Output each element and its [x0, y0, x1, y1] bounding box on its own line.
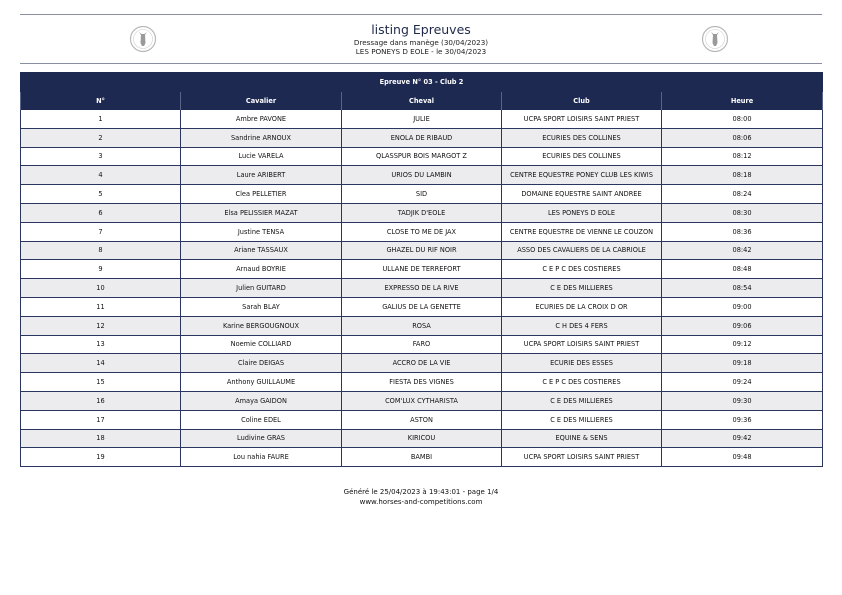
cell-time: 09:12 — [662, 335, 823, 354]
cell-club: CENTRE EQUESTRE PONEY CLUB LES KIWIS — [502, 166, 662, 185]
cell-club: C E DES MILLIERES — [502, 410, 662, 429]
cell-time: 09:24 — [662, 373, 823, 392]
table-row — [21, 241, 823, 260]
cell-club: CENTRE EQUESTRE DE VIENNE LE COUZON — [502, 222, 662, 241]
page-title: listing Epreuves — [371, 22, 471, 37]
cell-rider: Arnaud BOYRIE — [181, 260, 342, 279]
table-row — [21, 166, 823, 185]
document-header — [221, 22, 621, 56]
cell-rider: Justine TENSA — [181, 222, 342, 241]
cell-rider: Amaya GAIDON — [181, 391, 342, 410]
event-subtitle: Dressage dans manège (30/04/2023) — [353, 38, 489, 47]
column-header-time: Heure — [662, 92, 823, 111]
cell-club: ECURIES DE LA CROIX D OR — [502, 297, 662, 316]
cell-rider: Noemie COLLIARD — [181, 335, 342, 354]
cell-rider: Clea PELLETIER — [181, 185, 342, 204]
cell-time: 08:06 — [662, 128, 823, 147]
cell-rider: Karine BERGOUGNOUX — [181, 316, 342, 335]
cell-time: 08:54 — [662, 279, 823, 298]
cell-horse: ULLANE DE TERREFORT — [342, 260, 502, 279]
cell-club: ECURIES DES COLLINES — [502, 147, 662, 166]
cell-time: 08:00 — [662, 110, 823, 128]
top-rule — [20, 14, 822, 15]
table-row — [21, 185, 823, 204]
cell-club: UCPA SPORT LOISIRS SAINT PRIEST — [502, 110, 662, 128]
cell-club: C E DES MILLIERES — [502, 279, 662, 298]
cell-club: ECURIES DES COLLINES — [502, 128, 662, 147]
cell-rider: Julien GUITARD — [181, 279, 342, 298]
page-footer — [221, 487, 621, 507]
table-row — [21, 410, 823, 429]
table-row — [21, 128, 823, 147]
cell-time: 09:36 — [662, 410, 823, 429]
cell-number: 17 — [21, 410, 181, 429]
cell-number: 6 — [21, 203, 181, 222]
cell-time: 08:48 — [662, 260, 823, 279]
cell-horse: TADJIK D'EOLE — [342, 203, 502, 222]
cell-rider: Laure ARIBERT — [181, 166, 342, 185]
cell-number: 19 — [21, 448, 181, 467]
cell-club: UCPA SPORT LOISIRS SAINT PRIEST — [502, 335, 662, 354]
table-row — [21, 297, 823, 316]
cell-horse: FIESTA DES VIGNES — [342, 373, 502, 392]
cell-time: 09:30 — [662, 391, 823, 410]
cell-number: 4 — [21, 166, 181, 185]
cell-horse: COM'LUX CYTHARISTA — [342, 391, 502, 410]
cell-time: 08:36 — [662, 222, 823, 241]
cell-horse: FARO — [342, 335, 502, 354]
cell-rider: Anthony GUILLAUME — [181, 373, 342, 392]
cell-rider: Ambre PAVONE — [181, 110, 342, 128]
table-caption: Epreuve N° 03 - Club 2 — [21, 73, 823, 92]
cell-rider: Sarah BLAY — [181, 297, 342, 316]
cell-time: 09:48 — [662, 448, 823, 467]
cell-club: LES PONEYS D EOLE — [502, 203, 662, 222]
column-header-number: N° — [21, 92, 181, 111]
cell-time: 08:18 — [662, 166, 823, 185]
column-header-rider: Cavalier — [181, 92, 342, 111]
cell-club: DOMAINE EQUESTRE SAINT ANDREE — [502, 185, 662, 204]
column-header-club: Club — [502, 92, 662, 111]
cell-horse: BAMBI — [342, 448, 502, 467]
cell-horse: CLOSE TO ME DE JAX — [342, 222, 502, 241]
cell-number: 1 — [21, 110, 181, 128]
cell-rider: Claire DEIGAS — [181, 354, 342, 373]
cell-number: 14 — [21, 354, 181, 373]
table-row — [21, 354, 823, 373]
cell-time: 08:24 — [662, 185, 823, 204]
cell-rider: Ariane TASSAUX — [181, 241, 342, 260]
cell-club: C H DES 4 FERS — [502, 316, 662, 335]
cell-number: 12 — [21, 316, 181, 335]
cell-rider: Lou nahia FAURE — [181, 448, 342, 467]
start-list-table — [20, 72, 823, 467]
table-row — [21, 203, 823, 222]
cell-number: 15 — [21, 373, 181, 392]
cell-club: EQUINE & SENS — [502, 429, 662, 448]
cell-club: ASSO DES CAVALIERS DE LA CABRIOLE — [502, 241, 662, 260]
cell-club: C E P C DES COSTIERES — [502, 260, 662, 279]
cell-horse: ASTON — [342, 410, 502, 429]
cell-number: 2 — [21, 128, 181, 147]
cell-horse: SID — [342, 185, 502, 204]
cell-number: 18 — [21, 429, 181, 448]
cell-time: 08:30 — [662, 203, 823, 222]
cell-horse: EXPRESSO DE LA RIVE — [342, 279, 502, 298]
horse-head-seal-icon — [129, 25, 157, 53]
cell-horse: GHAZEL DU RIF NOIR — [342, 241, 502, 260]
cell-horse: ROSA — [342, 316, 502, 335]
cell-rider: Sandrine ARNOUX — [181, 128, 342, 147]
cell-horse: URIOS DU LAMBIN — [342, 166, 502, 185]
column-header-horse: Cheval — [342, 92, 502, 111]
cell-number: 11 — [21, 297, 181, 316]
cell-rider: Ludivine GRAS — [181, 429, 342, 448]
cell-time: 08:12 — [662, 147, 823, 166]
cell-number: 8 — [21, 241, 181, 260]
cell-club: ECURIE DES ESSES — [502, 354, 662, 373]
cell-number: 7 — [21, 222, 181, 241]
cell-rider: Lucie VARELA — [181, 147, 342, 166]
table-row — [21, 110, 823, 128]
table-row — [21, 391, 823, 410]
cell-horse: ENOLA DE RIBAUD — [342, 128, 502, 147]
cell-club: UCPA SPORT LOISIRS SAINT PRIEST — [502, 448, 662, 467]
cell-horse: GALIUS DE LA GENETTE — [342, 297, 502, 316]
header-bottom-rule — [20, 63, 822, 64]
table-row — [21, 147, 823, 166]
table-caption-row — [21, 73, 823, 92]
cell-time: 09:06 — [662, 316, 823, 335]
cell-number: 13 — [21, 335, 181, 354]
table-row — [21, 316, 823, 335]
cell-horse: ACCRO DE LA VIE — [342, 354, 502, 373]
table-row — [21, 448, 823, 467]
cell-rider: Coline EDEL — [181, 410, 342, 429]
cell-time: 09:42 — [662, 429, 823, 448]
table-header-row — [21, 92, 823, 111]
website-text: www.horses-and-competitions.com — [359, 498, 483, 506]
table-row — [21, 335, 823, 354]
table-row — [21, 373, 823, 392]
table-body — [21, 110, 823, 467]
cell-horse: QLASSPUR BOIS MARGOT Z — [342, 147, 502, 166]
cell-club: C E DES MILLIERES — [502, 391, 662, 410]
table-row — [21, 222, 823, 241]
table-row — [21, 260, 823, 279]
cell-club: C E P C DES COSTIERES — [502, 373, 662, 392]
cell-number: 5 — [21, 185, 181, 204]
cell-number: 16 — [21, 391, 181, 410]
cell-number: 10 — [21, 279, 181, 298]
cell-time: 08:42 — [662, 241, 823, 260]
horse-head-seal-icon — [701, 25, 729, 53]
cell-number: 9 — [21, 260, 181, 279]
cell-horse: JULIE — [342, 110, 502, 128]
cell-time: 09:00 — [662, 297, 823, 316]
venue-subtitle: LES PONEYS D EOLE - le 30/04/2023 — [355, 47, 487, 56]
cell-rider: Elsa PELISSIER MAZAT — [181, 203, 342, 222]
cell-horse: KIRICOU — [342, 429, 502, 448]
generated-timestamp: Généré le 25/04/2023 à 19:43:01 - page 1/4 — [343, 488, 499, 496]
table-row — [21, 279, 823, 298]
cell-number: 3 — [21, 147, 181, 166]
cell-time: 09:18 — [662, 354, 823, 373]
table-row — [21, 429, 823, 448]
